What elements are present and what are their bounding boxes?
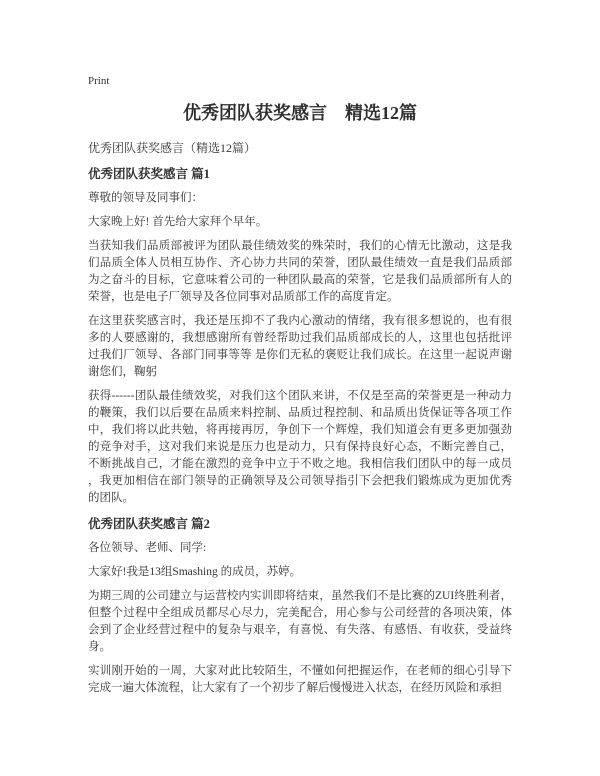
section-1 <box>88 166 512 507</box>
paragraph: 大家晚上好! 首先给大家拜个早年。 <box>88 216 268 228</box>
page-subtitle: 优秀团队获奖感言（精选12篇） <box>88 141 257 155</box>
paragraph: 实训刚开始的一周，大家对此比较陌生，不懂如何把握运作，在老师的细心引导下完成一遍大体流程，让大家有了一个初步了解后慢慢进入状态，在经历风险和承担 <box>88 665 512 694</box>
paragraph: 当获知我们品质部被评为团队最佳绩效奖的殊荣时，我们的心情无比激动，这是我们品质全体人员相互协作、齐心协力共同的荣誉，团队最佳绩效一直是我们品质部为之奋斗的目标，它意味着公司的一种团队最高的荣誉，它是我们品质部所有人的荣誉，也是电子厂领导及各位同事对品质部工作的高度肯定。 <box>88 240 512 303</box>
paragraph: 为期三周的公司建立与运营校内实训即将结束，虽然我们不是比赛的ZUI终胜利者，但整个过程中全组成员都尽心尽力，完美配合，用心参与公司经营的各项决策，体会到了企业经营过程中的复杂与艰辛，有喜悦、有失落、有感悟、有收获，受益终身。 <box>88 590 512 653</box>
page-title: 优秀团队获奖感言 精选12篇 <box>183 103 417 123</box>
paragraph: 获得------团队最佳绩效奖，对我们这个团队来讲，不仅是至高的荣誉更是一种动力的鞭策，我们以后要在品质来料控制、品质过程控制、和品质出货保证等各项工作中，我们将以此共勉，将再接再厉，争创下一个辉煌，我们知道会有更多更加强劲的竞争对手，这对我们来说是压力也是动力，只有保持良好心态，不断完善自己，不断挑战自己，才能在激烈的竞争中立于不败之地。我相信我们团队中的每一成员，我更加相信在部门领导的正确领导及公司领导指引下会把我们锻炼成为更加优秀的团队。 <box>88 390 512 504</box>
paragraph: 尊敬的领导及同事们： <box>88 192 203 204</box>
section-2-heading: 优秀团队获奖感言 篇2 <box>88 517 210 531</box>
paragraph: 在这里获奖感言时，我还是压抑不了我内心激动的情绪，我有很多想说的，也有很多的人要感谢的，我想感谢所有曾经帮助过我们品质部成长的人，这里也包括批评过我们厂领导、各部门同事等等 是你们无私的褒贬让我们成长。在这里一起说声谢谢您们，鞠躬 <box>88 315 512 378</box>
section-2 <box>88 516 512 697</box>
paragraph: 大家好!我是13组Smashing 的成员，苏婷。 <box>88 566 302 578</box>
paragraph: 各位领导、老师、同学: <box>88 542 207 554</box>
print-button[interactable]: Print <box>88 75 110 87</box>
section-1-heading: 优秀团队获奖感言 篇1 <box>88 167 210 181</box>
